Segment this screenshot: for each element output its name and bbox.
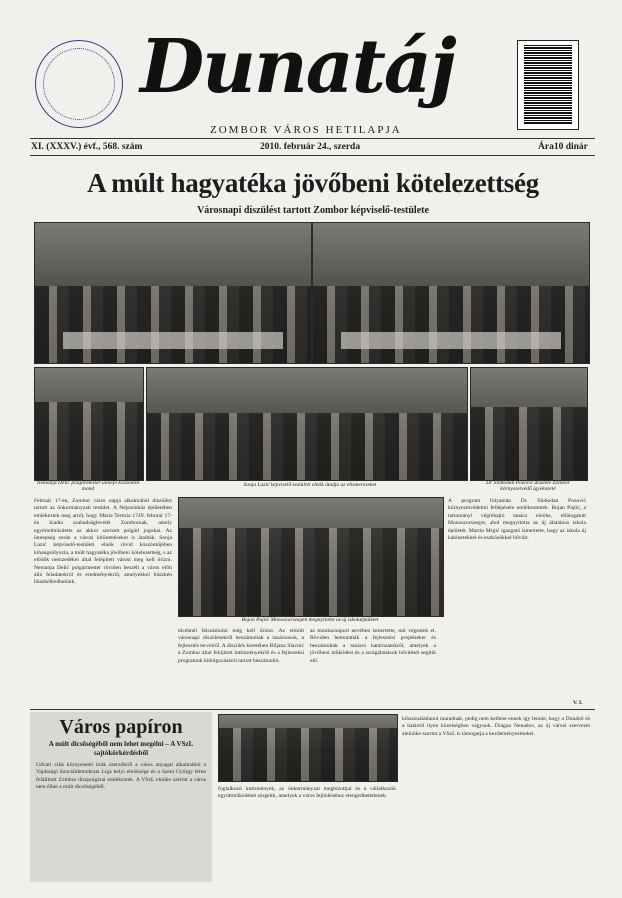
lower-column-2: foglalkozó intézmények, az önkormányzat megbízottjai és a vállalkozók együttműködését sürgetik, amelyek a város fejlődéséhez elengedhetetlenek. xyxy=(218,786,396,800)
lower-column-3: kihasználatlanul maradnak, pedig nem kellene ennek így lennie, hogy a Dunától és a határtól ilyen közelségben vagyunk. Dragan Nenadov, az új városi szervezet alelnöke szerint a VSzL is támogatja a kezdeményezéseket. xyxy=(402,716,590,737)
photo-assembly-right xyxy=(312,222,590,364)
issue-number: XI. (XXXV.) évf., 568. szám xyxy=(31,142,143,152)
author-signature: V. I. xyxy=(573,700,583,706)
sub-headline: Városnapi díszülést tartott Zombor képviselő-testülete xyxy=(197,205,429,216)
photo-group xyxy=(218,714,398,782)
photo-assembly-left xyxy=(34,222,312,364)
issue-price: Ára10 dinár xyxy=(538,142,588,152)
photo-ribbon-cutting xyxy=(178,497,444,617)
box-body: Udvari cikk környezetét írták szerzőkről a város anyagai alkalmából a Vajdasági Szociáldemokrata Liga helyi elnöksége és a Szent György téren felállított Zombor díszpolgárai emlékeztek. A VSzL elnöke szerint a város nem élhet a múlt dicsőségéből. xyxy=(36,762,206,791)
headline: A múlt hagyatéka jövőbeni kötelezettség xyxy=(87,168,539,198)
photo-awards xyxy=(146,367,468,481)
masthead-title: Dunatáj xyxy=(140,24,455,110)
divider xyxy=(30,138,595,139)
caption-awards: Sonja Lazić képviselő-testületi elnök átadja az elismeréseket xyxy=(243,482,377,488)
divider xyxy=(30,155,595,156)
official-stamp-inner xyxy=(43,48,115,120)
divider xyxy=(30,709,595,710)
article-column-3: az munkacsoport nevében ismertette, mit végeztek el. Röviden bemutatták a fejlesztési projekteket és beszámoltak a tanácsi határozatokról, amelyek a jövőbeni működést és a szolgáltatások bővítését segítik elő. xyxy=(310,628,436,664)
box-subtitle: A múlt dicsőségéből nem lehet megélni – A VSzL sajtókörkérdésből xyxy=(48,740,194,757)
barcode xyxy=(517,40,579,130)
article-column-2: tőcéknél felszámolni még kell őrizni. Az elmúlt városnapi díszülésekről beszámoltak a tanácsosok, a fejlesztés terveiről. A díszülés keretében Biljana Slavnić a Zombor által felújított intézményekről és a fejlesztési programok kidolgozásáról tartott beszámolót. xyxy=(178,628,304,664)
photo-mayor xyxy=(34,367,144,481)
caption-ribbon: Bojan Pajtić Monoszorszegen megnyitotta az új iskolaépületet xyxy=(241,617,379,623)
article-column-4: A program folyamán Dr. Slobodan Pozović környezetvédelmi fellépésére emlékeztettek. Bojan Pajtić, a tartományi végrehajtó tanács elnöke, ellátogatott Monoszorszegre, ahol megnyitotta az új általános iskola épületét. Martin Mrgić igazgató ismertette, hogy az iskola új kabinetekkel és eszközökkel bővült. xyxy=(448,498,586,542)
issue-date: 2010. február 24., szerda xyxy=(260,142,361,152)
caption-mayor: Nemanja Delić polgármester ünnepi köszöntőt mond xyxy=(36,480,140,493)
box-title: Város papíron xyxy=(59,716,183,738)
caption-speaker: Dr Slobodan Pozović díszlete Zombor környezetvédő igyekezeté xyxy=(486,480,570,493)
masthead-subtitle: ZOMBOR VÁROS HETILAPJA xyxy=(210,124,402,136)
article-column-1: Február 17-én, Zombor város napja alkalmából díszülést tartott az önkormányzati testület. A Népszínház épületében emlékeztek meg arról, hogy Mária Terézia 1749. február 17-én kiadta szabadságlevelét Zombornak, amely egyértelműsítette az akkor szerzett polgári jogokat. Az ünnepség során a városi kitüntetéseket is átadták. Sonja Lazić képviselő-testületi elnök rövid köszöntőjében kihangsúlyozta, a múlt hagyatéka jövőbeni kötelezettség, s az elődök nemzedékei által felépített várost meg kell őrizni. Nemanja Delić polgármester röviden beszélt a város előtt álló feladatokról és eredményekről, amelyekkel büszkén büszkélkedhetünk. xyxy=(34,498,172,586)
photo-speaker xyxy=(470,367,588,481)
